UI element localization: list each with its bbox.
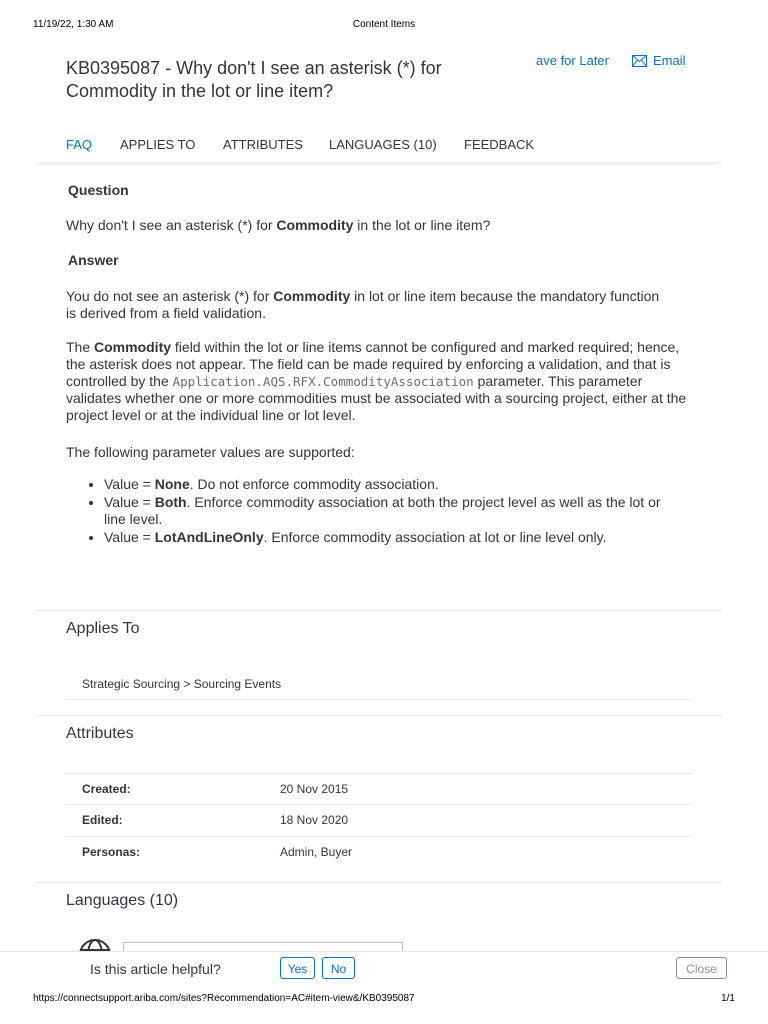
- divider: [36, 715, 722, 716]
- save-for-later-link[interactable]: ave for Later: [536, 53, 609, 68]
- attribute-key-personas: Personas:: [82, 845, 141, 859]
- divider: [66, 699, 692, 700]
- close-button[interactable]: Close: [676, 957, 727, 979]
- list-item: • Value = None. Do not enforce commodity association.: [104, 476, 684, 493]
- globe-icon: [78, 938, 112, 952]
- languages-heading: Languages (10): [66, 892, 179, 909]
- applies-to-heading: Applies To: [66, 620, 140, 637]
- envelope-icon: [632, 55, 647, 67]
- applies-to-breadcrumb: Strategic Sourcing > Sourcing Events: [82, 677, 282, 691]
- answer-paragraph-3: The following parameter values are supported:: [66, 444, 355, 460]
- parameter-values-list: [86, 476, 684, 547]
- tab-feedback[interactable]: FEEDBACK: [464, 137, 535, 152]
- attribute-value-personas: Admin, Buyer: [280, 845, 353, 859]
- attribute-key-edited: Edited:: [82, 813, 123, 827]
- answer-paragraph-1: You do not see an asterisk (*) for Commodity in lot or line item because the mandatory function is derived from a field validation.: [66, 288, 660, 321]
- print-url: https://connectsupport.ariba.com/sites?Recommendation=AC#item-view&/KB0395087: [33, 993, 415, 1004]
- helpful-question: Is this article helpful?: [90, 961, 221, 977]
- yes-button[interactable]: Yes: [280, 957, 315, 979]
- question-text: Why don't I see an asterisk (*) for Commodity in the lot or line item?: [66, 217, 491, 233]
- no-button[interactable]: No: [322, 957, 355, 979]
- question-heading: Question: [68, 182, 129, 198]
- answer-paragraph-2: The Commodity field within the lot or line items cannot be configured and marked required; hence, the asterisk does not appear. The field can be made required by enforcing a validation, and that is controlled by the Application.AQS.RFX.CommodityAssociation parameter. This parameter validates whether one or more commodities must be associated with a sourcing project, either at the project level or at the individual line or lot level.: [66, 339, 687, 423]
- list-item: • Value = LotAndLineOnly. Enforce commodity association at lot or line level only.: [104, 529, 684, 546]
- email-label: Email: [653, 53, 686, 68]
- divider: [66, 836, 692, 837]
- attribute-value-created: 20 Nov 2015: [280, 782, 349, 796]
- tab-attributes[interactable]: ATTRIBUTES: [223, 137, 303, 152]
- divider: [66, 773, 692, 774]
- tab-faq[interactable]: FAQ: [66, 137, 93, 152]
- print-date: 11/19/22, 1:30 AM: [33, 19, 114, 30]
- article-title: KB0395087 - Why don't I see an asterisk (*) for Commodity in the lot or line item?: [66, 58, 442, 101]
- list-item: • Value = Both. Enforce commodity association at both the project level as well as the lot or line level.: [104, 494, 684, 528]
- divider: [36, 882, 722, 883]
- article-tabs: [36, 130, 722, 163]
- attributes-heading: Attributes: [66, 725, 134, 742]
- divider: [36, 610, 722, 611]
- divider: [66, 804, 692, 805]
- tab-languages[interactable]: LANGUAGES (10): [329, 137, 437, 152]
- attribute-value-edited: 18 Nov 2020: [280, 813, 349, 827]
- answer-heading: Answer: [68, 252, 119, 268]
- print-page-title: Content Items: [352, 19, 416, 30]
- email-link[interactable]: [632, 53, 686, 68]
- parameter-code: Application.AQS.RFX.CommodityAssociation: [172, 374, 474, 389]
- tab-applies-to[interactable]: APPLIES TO: [120, 137, 196, 152]
- print-page-number: 1/1: [721, 993, 735, 1004]
- attribute-key-created: Created:: [82, 782, 131, 796]
